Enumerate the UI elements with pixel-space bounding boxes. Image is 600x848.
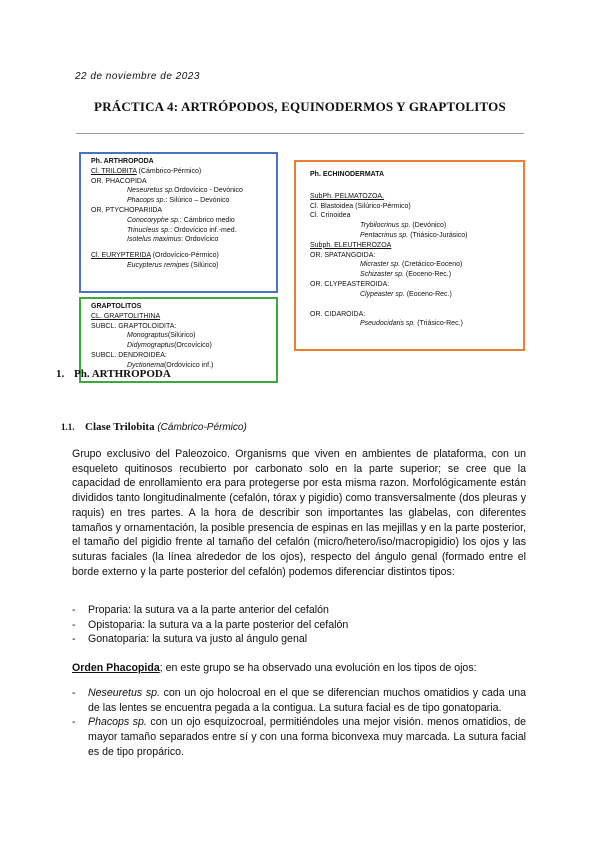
taxon-name: Trinucleus sp.	[127, 226, 171, 234]
taxon-name: Conocoryphe sp.	[127, 216, 180, 224]
phacopida-eye-list	[72, 686, 526, 760]
list-item	[72, 618, 526, 633]
taxon-range: (Eoceno-Rec.)	[404, 290, 452, 298]
arthropoda-box-title: Ph. ARTHROPODA	[91, 158, 154, 165]
taxon-line	[310, 221, 518, 231]
subsection-heading-trilobita	[61, 421, 247, 433]
subsection-range: (Cámbrico-Pérmico)	[157, 422, 247, 433]
list-item-taxon: Phacops sp.	[88, 716, 147, 729]
title-divider	[76, 133, 524, 134]
taxon-name: Isotelus maximus	[127, 236, 182, 244]
phacopida-order: OR. PHACOPIDA	[91, 177, 147, 185]
taxon-name: Dyctionema	[127, 361, 164, 369]
list-item-text: Opistoparia: la sutura va a la parte posterior del cefalón	[88, 618, 349, 631]
ptychopariida-order: OR. PTYCHOPARIIDA	[91, 206, 163, 214]
taxon-range: : Ordovícico	[181, 236, 219, 244]
taxon-line	[91, 186, 271, 196]
list-dash: -	[72, 618, 76, 631]
suture-types-list	[72, 603, 526, 647]
taxon-line	[310, 319, 518, 329]
graptolitos-box-title: GRAPTOLITOS	[91, 303, 142, 310]
echinodermata-box-title: Ph. ECHINODERMATA	[310, 171, 385, 178]
taxon-line	[91, 331, 271, 341]
taxon-range: : Cámbrico medio	[179, 216, 235, 224]
spatangoida-order: OR. SPATANGOIDA:	[310, 251, 376, 259]
taxon-name: Trybilocrinus sp.	[360, 222, 411, 230]
clypeasteroida-order: OR. CLYPEASTEROIDA:	[310, 280, 390, 288]
list-item	[72, 632, 526, 647]
document-title: PRÁCTICA 4: ARTRÓPODOS, EQUINODERMOS Y GRAPTOLITOS	[94, 99, 506, 114]
taxon-range: (Triásico-Jurásico)	[408, 231, 468, 239]
list-item-text: Gonatoparia: la sutura va justo al ángulo genal	[88, 633, 308, 646]
eurypterida-range: (Ordovícico-Pérmico)	[150, 252, 219, 260]
eurypterida-class-line	[91, 251, 271, 261]
taxon-name: Phacops sp.	[127, 197, 166, 205]
list-dash: -	[72, 687, 76, 699]
dendroidea-subclass: SUBCL. DENDROIDEA:	[91, 351, 167, 359]
section-heading-arthropoda	[56, 368, 171, 380]
taxon-range: (Eoceno-Rec.)	[403, 271, 452, 279]
orden-phacopida-intro	[72, 661, 526, 676]
subsection-number: 1.1.	[61, 422, 75, 432]
taxon-range: : Silúrico – Devónico	[165, 197, 230, 205]
taxon-range: (Cretácico-Eoceno)	[400, 261, 463, 269]
list-item-text: Proparia: la sutura va a la parte anterior del cefalón	[88, 604, 329, 616]
taxon-line	[310, 260, 518, 270]
cidaroida-order: OR. CIDAROIDA:	[310, 310, 366, 318]
graptoloidita-subclass: SUBCL. GRAPTOLOIDITA:	[91, 322, 177, 330]
arthropoda-classification-box	[79, 152, 278, 293]
trilobita-description-paragraph: Grupo exclusivo del Paleozoico. Organisms que viven en ambientes de plataforma, con un esqueleto quitinosos recubierto por carbonato solo en la parte superior; se cree que la capacidad de enrollamiento era para protegerse por esta misma razon. Morfológicamente están divididos tanto longitudinalmente (cefalón, tórax y pigidio) como transversalmente (dos pleuras y raquis) en tres partes. A la hora de describir son importantes las glabelas, con diferentes tamaños y ornamentación, la posible presencia de espinas en las mejillas y en la parte posterior, el tamaño del pigidio frente al tamaño del cefalón (micro/hetero/iso/macropigidio) los ojos y las suturas faciales (la línea alrededor de los ojos), respecto del ángulo genal (formado entre el borde externo y la parte posterior del cefalón) podemos diferenciar distintos tipos:	[72, 448, 526, 578]
list-dash: -	[72, 633, 76, 646]
orden-phacopida-label: Orden Phacopida	[72, 662, 160, 674]
list-item-taxon: Neseuretus sp.	[88, 687, 160, 699]
list-item	[72, 715, 526, 759]
list-dash: -	[72, 716, 76, 729]
taxon-name: Eucypterus remipes	[127, 261, 189, 269]
taxon-line	[91, 196, 271, 206]
taxon-name: Clypeaster sp.	[360, 290, 405, 298]
taxon-range: Ordovícico - Devónico	[174, 187, 243, 195]
blastoidea-class: Cl. Blastoidea (Silúrico-Pérmico)	[310, 202, 411, 210]
taxon-line	[91, 235, 271, 245]
taxon-name: Pentacrinus sp.	[360, 231, 409, 239]
orden-phacopida-text: ; en este grupo se ha observado una evolución en los tipos de ojos:	[159, 662, 477, 674]
subsection-title: Clase Trilobita	[85, 421, 158, 433]
echinodermata-classification-box	[294, 160, 525, 351]
taxon-line	[91, 261, 271, 271]
section-number: 1.	[56, 368, 65, 380]
taxon-range: (Devónico)	[410, 222, 447, 230]
taxon-name: Didymograptus	[127, 342, 175, 350]
taxon-range: (Ordovícico inf.)	[163, 361, 214, 369]
eleutherozoa-subphylum: Subph. ELEUTHEROZOA	[310, 241, 392, 249]
pelmatozoa-subphylum: SubPh. PELMATOZOA.	[310, 192, 385, 200]
trilobita-class: Cl. TRILOBITA	[91, 167, 137, 175]
taxon-range: (Silúrico)	[167, 332, 196, 340]
taxon-line	[91, 341, 271, 351]
taxon-line	[91, 226, 271, 236]
section-title: Ph. ARTHROPODA	[74, 368, 171, 380]
taxon-range: (Silúrico)	[188, 261, 219, 269]
document-date: 22 de noviembre de 2023	[75, 71, 200, 82]
taxon-line	[91, 216, 271, 226]
taxon-name: Pseudocidaris sp.	[360, 320, 416, 328]
taxon-range: : Ordovícico inf.-med.	[170, 226, 237, 234]
crinoidea-class: Cl. Crinoidea	[310, 212, 351, 220]
taxon-name: Schizaster sp.	[360, 271, 404, 279]
eurypterida-class: Cl. EURYPTERIDA	[91, 252, 151, 260]
trilobita-class-line	[91, 167, 271, 177]
list-item	[72, 686, 526, 715]
taxon-line	[310, 270, 518, 280]
taxon-name: Micraster sp.	[360, 261, 401, 269]
taxon-name: Monograptus	[127, 332, 168, 340]
taxon-line	[310, 290, 518, 300]
taxon-range: (Orcovícico)	[174, 342, 212, 350]
list-item	[72, 603, 526, 618]
list-dash: -	[72, 604, 76, 616]
list-item-text: con un ojo esquizocroal, permitiéndoles una mejor visión. menos omatidios, de mayor tamaño separados entre sí y con una forma biconvexa muy marcada. La sutura facial es de tipo propárico.	[88, 716, 526, 758]
taxon-name: Neseuretus sp.	[127, 187, 175, 195]
graptolithina-class: CL. GRAPTOLITHINA	[91, 312, 161, 320]
trilobita-range: (Cámbrico-Pérmico)	[136, 167, 202, 175]
taxon-range: (Triásico-Rec.)	[415, 320, 463, 328]
list-item-text: con un ojo holocroal en el que se diferencian muchos omatidios y cada una de las lentes se encuentra pegada a la contigua. La sutura facial es de tipo gonatoparia.	[88, 687, 527, 714]
taxon-line	[310, 231, 518, 241]
